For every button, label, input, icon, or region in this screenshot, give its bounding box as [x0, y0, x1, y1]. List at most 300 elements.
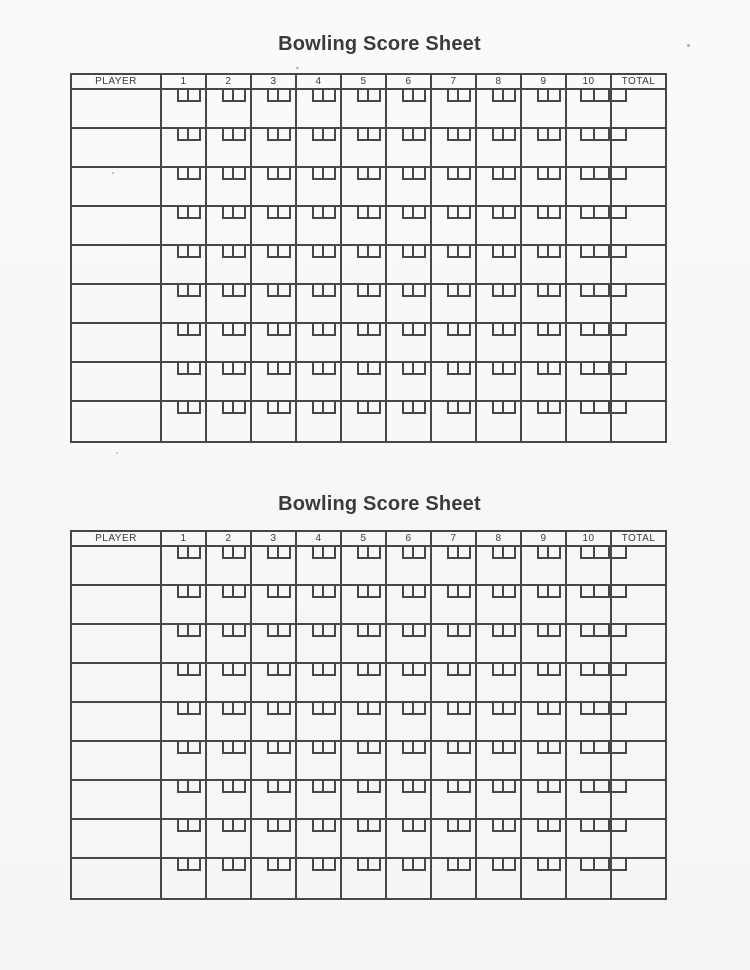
throw-boxes [267, 820, 291, 832]
throw-boxes [177, 363, 201, 375]
frame-9-cell [522, 781, 567, 820]
frame-10-cell [567, 402, 612, 441]
header-frame-2-cell: 2 [207, 75, 252, 90]
throw-boxes [402, 207, 426, 219]
throw-box [414, 324, 426, 336]
frame-4-cell [297, 207, 342, 246]
throw-boxes [357, 742, 381, 754]
throw-box [414, 586, 426, 598]
frame-2-cell [207, 703, 252, 742]
throw-boxes [312, 703, 336, 715]
frame-10-cell [567, 859, 612, 898]
throw-box [267, 625, 279, 637]
frame-6-cell [387, 625, 432, 664]
throw-boxes [580, 324, 610, 336]
sheet-title: Bowling Score Sheet [278, 493, 481, 515]
frame-7-cell [432, 547, 477, 586]
third-throw-box [612, 324, 627, 336]
header-frame-9-cell: 9 [522, 532, 567, 547]
third-throw-box [612, 859, 627, 871]
throw-box [279, 168, 291, 180]
throw-box [267, 246, 279, 258]
third-throw-box [612, 781, 627, 793]
throw-box [459, 207, 471, 219]
third-throw-box [612, 246, 627, 258]
throw-box [414, 625, 426, 637]
throw-boxes [402, 586, 426, 598]
total-cell [612, 586, 665, 625]
throw-box [234, 859, 246, 871]
throw-box [177, 664, 189, 676]
throw-box [357, 586, 369, 598]
throw-box [222, 129, 234, 141]
player-name-cell [72, 781, 162, 820]
throw-boxes [447, 859, 471, 871]
throw-box [357, 324, 369, 336]
throw-box [267, 324, 279, 336]
throw-boxes [312, 285, 336, 297]
throw-boxes [177, 703, 201, 715]
throw-box [504, 402, 516, 414]
player-name-cell [72, 324, 162, 363]
total-cell [612, 703, 665, 742]
throw-box [549, 246, 561, 258]
frame-3-cell [252, 586, 297, 625]
throw-box [177, 586, 189, 598]
throw-box [189, 402, 201, 414]
throw-boxes [580, 285, 610, 297]
throw-boxes [222, 742, 246, 754]
throw-box [369, 168, 381, 180]
throw-box [267, 402, 279, 414]
throw-boxes [492, 324, 516, 336]
throw-boxes [492, 742, 516, 754]
throw-box [414, 285, 426, 297]
frame-4-cell [297, 664, 342, 703]
throw-box [504, 90, 516, 102]
frame-8-cell [477, 625, 522, 664]
total-cell [612, 547, 665, 586]
frame-1-cell [162, 168, 207, 207]
throw-box [357, 547, 369, 559]
header-frame-6-cell: 6 [387, 532, 432, 547]
throw-boxes [447, 168, 471, 180]
scan-speckle [296, 67, 299, 69]
throw-box [492, 402, 504, 414]
frame-1-cell [162, 129, 207, 168]
throw-box [459, 586, 471, 598]
frame-1-cell [162, 625, 207, 664]
sheet-title: Bowling Score Sheet [278, 33, 481, 55]
throw-box [357, 129, 369, 141]
total-cell [612, 781, 665, 820]
throw-boxes [312, 90, 336, 102]
throw-boxes [357, 324, 381, 336]
header-frame-3-cell: 3 [252, 532, 297, 547]
player-name-cell [72, 207, 162, 246]
throw-boxes [492, 246, 516, 258]
throw-boxes [537, 547, 561, 559]
frame-1-cell [162, 859, 207, 898]
throw-boxes [177, 586, 201, 598]
throw-boxes [357, 285, 381, 297]
frame-6-cell [387, 207, 432, 246]
throw-box [279, 781, 291, 793]
throw-box [369, 859, 381, 871]
throw-box [414, 90, 426, 102]
throw-box [414, 363, 426, 375]
frame-10-cell [567, 820, 612, 859]
frame-10-cell [567, 781, 612, 820]
throw-box [189, 820, 201, 832]
throw-box [504, 363, 516, 375]
throw-boxes [357, 363, 381, 375]
scan-speckle [112, 172, 114, 174]
frame-3-cell [252, 742, 297, 781]
throw-box [324, 586, 336, 598]
frame-5-cell [342, 859, 387, 898]
throw-boxes [580, 547, 610, 559]
third-throw-box [612, 207, 627, 219]
frame-7-cell [432, 363, 477, 402]
throw-box [312, 547, 324, 559]
throw-boxes [177, 246, 201, 258]
throw-box [580, 586, 595, 598]
throw-box [537, 820, 549, 832]
frame-2-cell [207, 547, 252, 586]
frame-5-cell [342, 363, 387, 402]
throw-boxes [357, 402, 381, 414]
throw-box [459, 703, 471, 715]
throw-box [177, 168, 189, 180]
throw-boxes [492, 664, 516, 676]
throw-box [492, 129, 504, 141]
throw-box [312, 90, 324, 102]
throw-boxes [267, 402, 291, 414]
throw-boxes [177, 129, 201, 141]
throw-box [267, 703, 279, 715]
throw-boxes [357, 664, 381, 676]
frame-9-cell [522, 664, 567, 703]
throw-box [222, 207, 234, 219]
throw-box [312, 703, 324, 715]
throw-box [580, 625, 595, 637]
throw-boxes [580, 207, 610, 219]
throw-boxes [537, 781, 561, 793]
throw-box [459, 859, 471, 871]
frame-8-cell [477, 664, 522, 703]
throw-box [595, 402, 610, 414]
throw-box [447, 742, 459, 754]
throw-box [414, 547, 426, 559]
throw-box [324, 742, 336, 754]
throw-box [267, 859, 279, 871]
throw-box [324, 285, 336, 297]
throw-box [402, 363, 414, 375]
throw-box [492, 207, 504, 219]
throw-boxes [312, 402, 336, 414]
frame-9-cell [522, 820, 567, 859]
throw-box [459, 324, 471, 336]
frame-9-cell [522, 363, 567, 402]
throw-box [177, 820, 189, 832]
frame-1-cell [162, 547, 207, 586]
throw-box [402, 324, 414, 336]
throw-boxes [177, 664, 201, 676]
throw-boxes [267, 742, 291, 754]
frame-5-cell [342, 820, 387, 859]
player-row [72, 246, 665, 285]
throw-box [177, 781, 189, 793]
throw-boxes [537, 402, 561, 414]
throw-box [222, 90, 234, 102]
throw-box [402, 168, 414, 180]
third-throw-box [612, 129, 627, 141]
frame-7-cell [432, 402, 477, 441]
frame-5-cell [342, 90, 387, 129]
throw-box [234, 586, 246, 598]
throw-box [549, 402, 561, 414]
throw-box [447, 625, 459, 637]
throw-box [357, 246, 369, 258]
frame-4-cell [297, 547, 342, 586]
throw-box [369, 324, 381, 336]
throw-box [267, 586, 279, 598]
player-row [72, 742, 665, 781]
throw-box [357, 285, 369, 297]
throw-boxes [312, 781, 336, 793]
third-throw-box [612, 820, 627, 832]
throw-box [549, 324, 561, 336]
throw-boxes [402, 324, 426, 336]
throw-box [177, 363, 189, 375]
throw-box [234, 324, 246, 336]
throw-box [402, 859, 414, 871]
throw-box [267, 664, 279, 676]
frame-4-cell [297, 246, 342, 285]
frame-3-cell [252, 820, 297, 859]
frame-6-cell [387, 703, 432, 742]
header-frame-5-cell: 5 [342, 75, 387, 90]
throw-boxes [267, 207, 291, 219]
throw-boxes [492, 285, 516, 297]
throw-box [414, 781, 426, 793]
frame-7-cell [432, 664, 477, 703]
throw-box [189, 285, 201, 297]
throw-box [189, 246, 201, 258]
throw-boxes [312, 664, 336, 676]
throw-boxes [222, 129, 246, 141]
frame-5-cell [342, 664, 387, 703]
throw-box [369, 129, 381, 141]
throw-box [222, 363, 234, 375]
throw-box [549, 547, 561, 559]
throw-box [189, 781, 201, 793]
throw-box [369, 90, 381, 102]
throw-box [267, 129, 279, 141]
throw-box [369, 625, 381, 637]
throw-box [222, 820, 234, 832]
third-throw-box [612, 547, 627, 559]
total-cell [612, 207, 665, 246]
throw-boxes [357, 547, 381, 559]
throw-boxes [267, 547, 291, 559]
throw-box [279, 703, 291, 715]
throw-box [537, 625, 549, 637]
throw-box [537, 402, 549, 414]
throw-box [402, 246, 414, 258]
frame-8-cell [477, 168, 522, 207]
frame-3-cell [252, 625, 297, 664]
throw-box [504, 742, 516, 754]
throw-box [267, 547, 279, 559]
throw-box [402, 664, 414, 676]
throw-box [414, 168, 426, 180]
throw-boxes [177, 168, 201, 180]
throw-box [402, 586, 414, 598]
frame-4-cell [297, 781, 342, 820]
throw-boxes [447, 285, 471, 297]
throw-box [312, 363, 324, 375]
frame-7-cell [432, 207, 477, 246]
frame-10-cell [567, 742, 612, 781]
throw-box [369, 547, 381, 559]
throw-boxes [447, 820, 471, 832]
throw-box [595, 625, 610, 637]
throw-box [177, 859, 189, 871]
throw-box [537, 90, 549, 102]
throw-box [459, 363, 471, 375]
throw-box [234, 246, 246, 258]
throw-boxes [447, 324, 471, 336]
throw-boxes [537, 625, 561, 637]
throw-boxes [537, 742, 561, 754]
frame-3-cell [252, 781, 297, 820]
throw-box [492, 363, 504, 375]
throw-box [234, 703, 246, 715]
frame-10-cell [567, 363, 612, 402]
frame-5-cell [342, 586, 387, 625]
throw-box [492, 90, 504, 102]
frame-9-cell [522, 207, 567, 246]
throw-box [324, 820, 336, 832]
frame-3-cell [252, 90, 297, 129]
throw-box [414, 207, 426, 219]
score-table [70, 530, 667, 900]
total-cell [612, 324, 665, 363]
throw-box [189, 324, 201, 336]
throw-box [312, 625, 324, 637]
frame-4-cell [297, 703, 342, 742]
throw-box [222, 285, 234, 297]
throw-box [549, 168, 561, 180]
frame-9-cell [522, 246, 567, 285]
player-name-cell [72, 90, 162, 129]
throw-box [414, 246, 426, 258]
throw-box [459, 129, 471, 141]
header-frame-5-cell: 5 [342, 532, 387, 547]
throw-box [537, 742, 549, 754]
throw-boxes [357, 90, 381, 102]
throw-boxes [312, 246, 336, 258]
throw-boxes [537, 820, 561, 832]
throw-boxes [267, 324, 291, 336]
throw-box [357, 90, 369, 102]
throw-box [549, 781, 561, 793]
throw-box [580, 664, 595, 676]
throw-box [492, 859, 504, 871]
throw-boxes [492, 402, 516, 414]
throw-box [234, 664, 246, 676]
throw-boxes [177, 402, 201, 414]
throw-box [492, 168, 504, 180]
frame-10-cell [567, 547, 612, 586]
throw-boxes [492, 129, 516, 141]
throw-box [312, 820, 324, 832]
frame-7-cell [432, 781, 477, 820]
player-name-cell [72, 363, 162, 402]
throw-box [580, 742, 595, 754]
player-name-cell [72, 859, 162, 898]
frame-2-cell [207, 129, 252, 168]
throw-box [312, 859, 324, 871]
frame-8-cell [477, 547, 522, 586]
frame-2-cell [207, 742, 252, 781]
throw-box [279, 207, 291, 219]
throw-boxes [267, 129, 291, 141]
frame-1-cell [162, 586, 207, 625]
frame-6-cell [387, 742, 432, 781]
throw-box [324, 207, 336, 219]
frame-6-cell [387, 781, 432, 820]
throw-boxes [222, 324, 246, 336]
throw-boxes [267, 859, 291, 871]
frame-5-cell [342, 246, 387, 285]
throw-boxes [402, 129, 426, 141]
throw-box [414, 820, 426, 832]
throw-boxes [580, 402, 610, 414]
throw-boxes [492, 207, 516, 219]
frame-9-cell [522, 90, 567, 129]
throw-box [222, 324, 234, 336]
header-frame-9-cell: 9 [522, 75, 567, 90]
throw-boxes [222, 207, 246, 219]
frame-2-cell [207, 859, 252, 898]
throw-box [459, 664, 471, 676]
frame-2-cell [207, 324, 252, 363]
throw-box [222, 586, 234, 598]
throw-box [222, 664, 234, 676]
frame-3-cell [252, 285, 297, 324]
frame-6-cell [387, 363, 432, 402]
throw-box [324, 781, 336, 793]
header-frame-4-cell: 4 [297, 75, 342, 90]
throw-box [279, 285, 291, 297]
throw-box [402, 742, 414, 754]
throw-boxes [492, 703, 516, 715]
frame-7-cell [432, 586, 477, 625]
throw-boxes [357, 586, 381, 598]
throw-box [312, 207, 324, 219]
throw-boxes [222, 781, 246, 793]
throw-box [492, 664, 504, 676]
frame-3-cell [252, 168, 297, 207]
throw-box [234, 90, 246, 102]
throw-box [402, 285, 414, 297]
frame-5-cell [342, 703, 387, 742]
header-frame-1-cell: 1 [162, 532, 207, 547]
frame-3-cell [252, 402, 297, 441]
